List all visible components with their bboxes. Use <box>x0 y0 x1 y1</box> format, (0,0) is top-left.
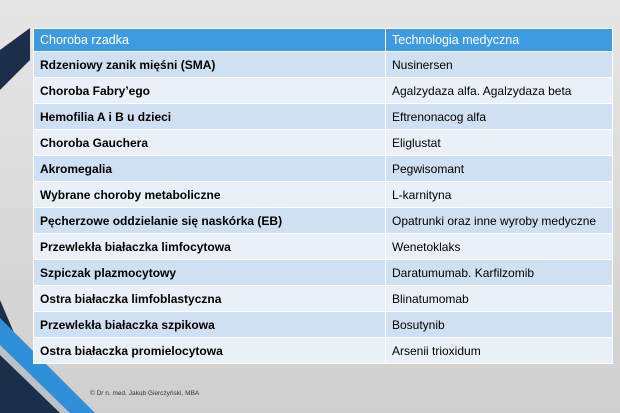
technology-cell: Arsenii trioxidum <box>386 338 613 364</box>
table-row <box>34 182 613 208</box>
technology-cell: L-karnityna <box>386 182 613 208</box>
technology-cell: Agalzydaza alfa. Agalzydaza beta <box>386 78 613 104</box>
technology-cell: Wenetoklaks <box>386 234 613 260</box>
disease-cell: Rdzeniowy zanik mięśni (SMA) <box>34 52 386 78</box>
disease-cell: Szpiczak plazmocytowy <box>34 260 386 286</box>
header-disease: Choroba rzadka <box>34 29 386 52</box>
table-row <box>34 234 613 260</box>
rare-diseases-table <box>33 28 613 364</box>
table-row <box>34 208 613 234</box>
technology-cell: Eftrenonacog alfa <box>386 104 613 130</box>
disease-cell: Przewlekła białaczka szpikowa <box>34 312 386 338</box>
table-row <box>34 156 613 182</box>
table-row <box>34 338 613 364</box>
disease-cell: Przewlekła białaczka limfocytowa <box>34 234 386 260</box>
technology-cell: Pegwisomant <box>386 156 613 182</box>
disease-cell: Ostra białaczka promielocytowa <box>34 338 386 364</box>
table-header-row <box>34 29 613 52</box>
disease-cell: Ostra białaczka limfoblastyczna <box>34 286 386 312</box>
disease-cell: Hemofilia A i B u dzieci <box>34 104 386 130</box>
technology-cell: Daratumumab. Karfilzomib <box>386 260 613 286</box>
footer-credit: © Dr n. med. Jakub Gierczyński, MBA <box>90 390 200 397</box>
table-row <box>34 130 613 156</box>
top-left-dark-band <box>0 28 30 90</box>
technology-cell: Bosutynib <box>386 312 613 338</box>
disease-cell: Akromegalia <box>34 156 386 182</box>
disease-cell: Pęcherzowe oddzielanie się naskórka (EB) <box>34 208 386 234</box>
disease-cell: Wybrane choroby metaboliczne <box>34 182 386 208</box>
technology-cell: Nusinersen <box>386 52 613 78</box>
table-row <box>34 104 613 130</box>
table-row <box>34 260 613 286</box>
technology-cell: Blinatumomab <box>386 286 613 312</box>
table-row <box>34 286 613 312</box>
technology-cell: Opatrunki oraz inne wyroby medyczne <box>386 208 613 234</box>
technology-cell: Eliglustat <box>386 130 613 156</box>
disease-cell: Choroba Gauchera <box>34 130 386 156</box>
table-row <box>34 52 613 78</box>
disease-cell: Choroba Fabry’ego <box>34 78 386 104</box>
header-technology: Technologia medyczna <box>386 29 613 52</box>
table-row <box>34 78 613 104</box>
table-row <box>34 312 613 338</box>
